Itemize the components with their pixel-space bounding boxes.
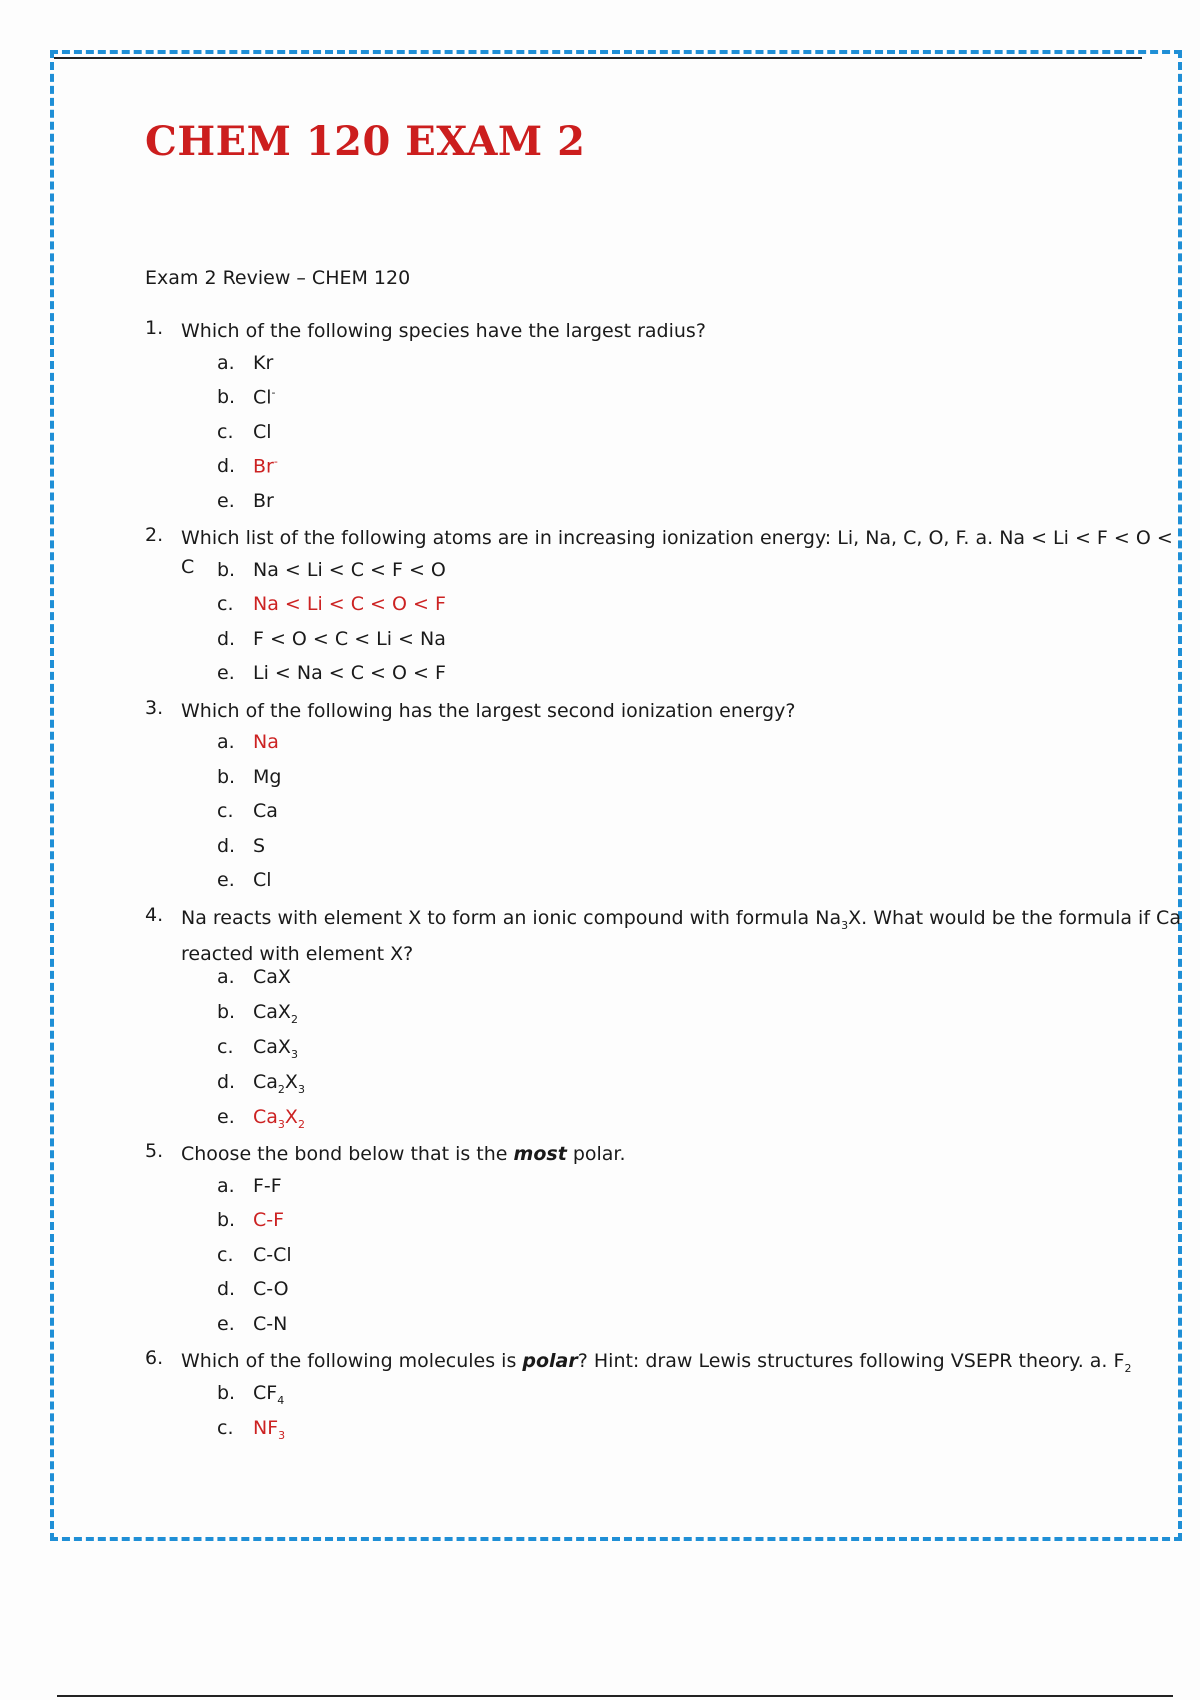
question-1 bbox=[145, 317, 1181, 346]
option-text: Cl bbox=[253, 869, 272, 891]
option-text: Br bbox=[253, 490, 274, 512]
option-letter: c. bbox=[217, 800, 234, 822]
question-4 bbox=[145, 904, 1181, 969]
option-text-correct: Na < Li < C < O < F bbox=[253, 593, 446, 615]
q4-option-d bbox=[217, 1071, 305, 1096]
option-letter: e. bbox=[217, 869, 235, 891]
option-text: Cl- bbox=[253, 386, 276, 409]
q3-option-a-correct bbox=[217, 731, 279, 753]
question-text: Which of the following molecules is polar? Hint: draw Lewis structures following VSEPR theory. a. $F_2$ bbox=[181, 1350, 1132, 1375]
q2-option-c-correct bbox=[217, 593, 446, 615]
option-text: Mg bbox=[253, 766, 282, 788]
q5-option-a bbox=[217, 1175, 282, 1197]
option-letter: e. bbox=[217, 1106, 235, 1128]
option-text: Li < Na < C < O < F bbox=[253, 662, 446, 684]
question-text: Which list of the following atoms are in increasing ionization energy: Li, Na, C, O, F. a. Na < Li < F < O < C bbox=[181, 527, 1173, 578]
option-text-correct: $NF_3$ bbox=[253, 1417, 286, 1442]
q2-option-b bbox=[217, 559, 446, 581]
option-text: $CF_4$ bbox=[253, 1382, 285, 1407]
option-letter: c. bbox=[217, 421, 234, 443]
option-text: Na < Li < C < F < O bbox=[253, 559, 446, 581]
option-text: Ca bbox=[253, 800, 278, 822]
q1-option-a bbox=[217, 352, 273, 374]
q5-option-e bbox=[217, 1313, 287, 1335]
q1-option-e bbox=[217, 490, 274, 512]
top-rule bbox=[54, 57, 1142, 59]
question-5 bbox=[145, 1140, 1181, 1169]
question-text: Which of the following has the largest second ionization energy? bbox=[181, 700, 796, 722]
option-text: C-N bbox=[253, 1313, 288, 1335]
q4-option-c bbox=[217, 1036, 298, 1061]
option-letter: d. bbox=[217, 1071, 236, 1093]
exam-title: CHEM 120 EXAM 2 bbox=[145, 118, 586, 165]
option-letter: c. bbox=[217, 1036, 234, 1058]
option-letter: c. bbox=[217, 1417, 234, 1439]
question-text: Which of the following species have the largest radius? bbox=[181, 320, 706, 342]
question-number: 5. bbox=[145, 1140, 164, 1162]
q3-option-c bbox=[217, 800, 278, 822]
bottom-rule bbox=[57, 1695, 1173, 1697]
option-letter: b. bbox=[217, 1001, 236, 1023]
option-letter: c. bbox=[217, 593, 234, 615]
q3-option-b bbox=[217, 766, 281, 788]
q2-option-d bbox=[217, 628, 446, 650]
question-text: Na reacts with element X to form an ionic compound with formula $Na_3X$. What would be the formula if Ca reacted with element X? bbox=[181, 907, 1181, 965]
question-number: 4. bbox=[145, 904, 164, 926]
question-6 bbox=[145, 1347, 1181, 1383]
option-letter: d. bbox=[217, 835, 236, 857]
q4-option-a bbox=[217, 966, 291, 988]
q5-option-b-correct bbox=[217, 1209, 284, 1231]
option-letter: d. bbox=[217, 1278, 236, 1300]
q3-option-e bbox=[217, 869, 272, 891]
option-letter: a. bbox=[217, 731, 235, 753]
option-letter: b. bbox=[217, 766, 236, 788]
q1-option-d-correct bbox=[217, 455, 278, 477]
question-number: 2. bbox=[145, 524, 164, 546]
option-letter: a. bbox=[217, 352, 235, 374]
option-text-correct: $Ca_3X_2$ bbox=[253, 1106, 305, 1131]
option-letter: b. bbox=[217, 386, 236, 409]
option-text: $Ca_2X_3$ bbox=[253, 1071, 305, 1096]
option-letter: a. bbox=[217, 966, 235, 988]
question-number: 3. bbox=[145, 697, 164, 719]
question-3 bbox=[145, 697, 1181, 726]
q3-option-d bbox=[217, 835, 265, 857]
q1-option-b bbox=[217, 386, 276, 408]
option-letter: e. bbox=[217, 490, 235, 512]
q5-option-d bbox=[217, 1278, 289, 1300]
option-text: Cl bbox=[253, 421, 272, 443]
option-letter: c. bbox=[217, 1244, 234, 1266]
option-text: C-Cl bbox=[253, 1244, 292, 1266]
option-text-correct: Br- bbox=[253, 455, 278, 478]
option-text-correct: C-F bbox=[253, 1209, 285, 1231]
option-letter: d. bbox=[217, 628, 236, 650]
option-text: F-F bbox=[253, 1175, 282, 1197]
option-text: C-O bbox=[253, 1278, 289, 1300]
question-text: Choose the bond below that is the most polar. bbox=[181, 1143, 626, 1165]
exam-subtitle: Exam 2 Review – CHEM 120 bbox=[145, 267, 411, 289]
option-text-correct: Na bbox=[253, 731, 279, 753]
option-letter: e. bbox=[217, 1313, 235, 1335]
option-text: CaX bbox=[253, 966, 291, 988]
q5-option-c bbox=[217, 1244, 292, 1266]
q4-option-e-correct bbox=[217, 1106, 305, 1131]
q2-option-e bbox=[217, 662, 446, 684]
question-number: 1. bbox=[145, 317, 164, 339]
option-text: CaX$_3$ bbox=[253, 1036, 298, 1061]
option-letter: b. bbox=[217, 1209, 236, 1231]
option-text: Kr bbox=[253, 352, 274, 374]
option-letter: d. bbox=[217, 455, 236, 478]
q4-option-b bbox=[217, 1001, 298, 1026]
option-text: S bbox=[253, 835, 266, 857]
q6-option-b bbox=[217, 1382, 284, 1407]
option-text: CaX$_2$ bbox=[253, 1001, 298, 1026]
option-text: F < O < C < Li < Na bbox=[253, 628, 446, 650]
option-letter: a. bbox=[217, 1175, 235, 1197]
question-number: 6. bbox=[145, 1347, 164, 1369]
option-letter: b. bbox=[217, 559, 236, 581]
q6-option-c-correct bbox=[217, 1417, 285, 1442]
option-letter: e. bbox=[217, 662, 235, 684]
q1-option-c bbox=[217, 421, 272, 443]
option-letter: b. bbox=[217, 1382, 236, 1404]
